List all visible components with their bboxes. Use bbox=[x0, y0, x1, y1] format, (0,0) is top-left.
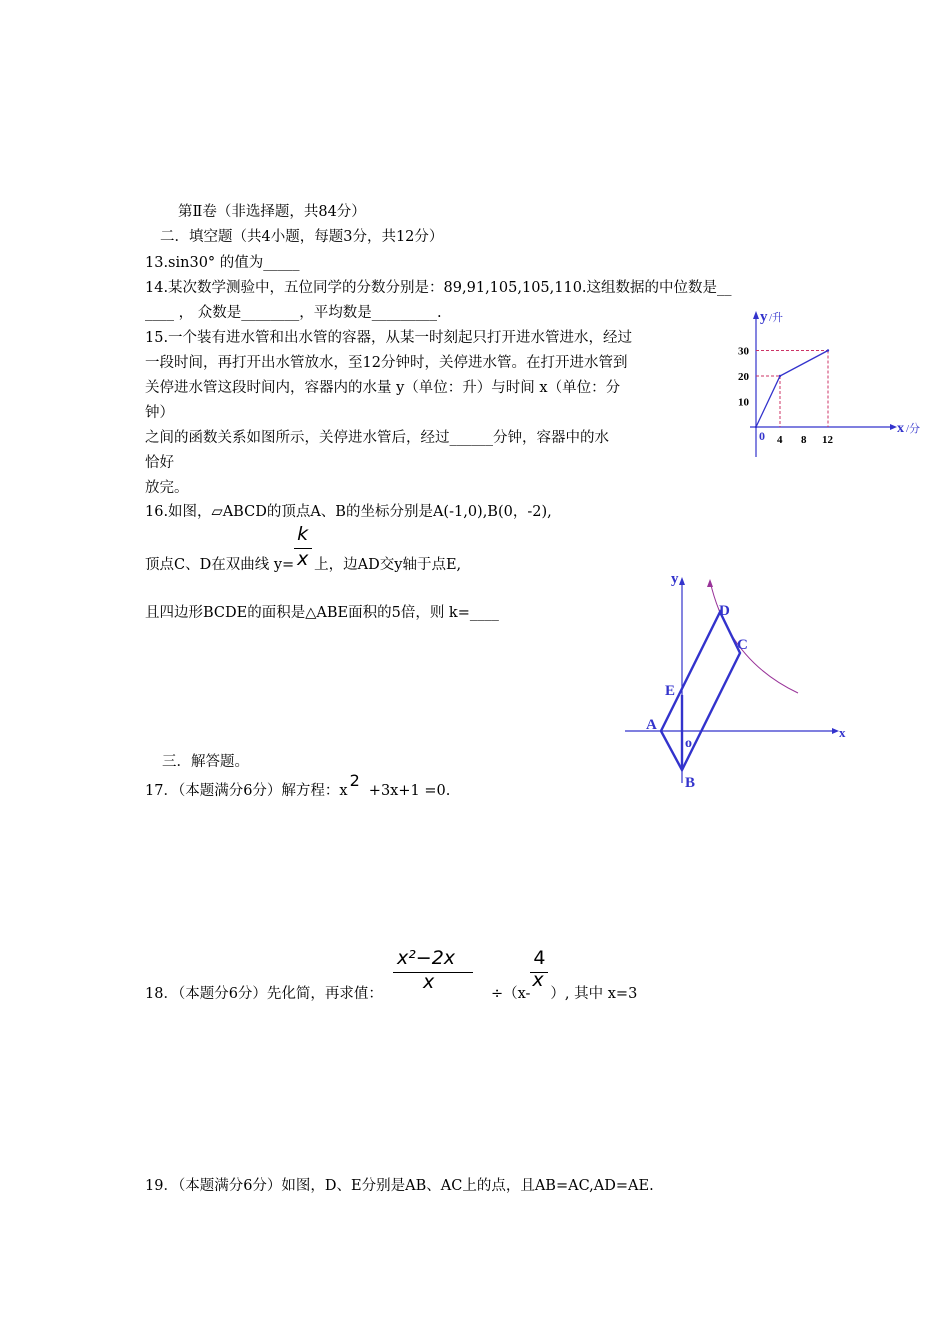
q18-post: ）, 其中 x=3 bbox=[550, 986, 638, 1002]
q18-fraction-2 bbox=[530, 947, 550, 1003]
q16-label-e: E bbox=[665, 683, 676, 699]
question-18 bbox=[145, 947, 638, 1003]
q15-data-point bbox=[779, 375, 781, 377]
q16-frac-denominator: x bbox=[297, 548, 309, 570]
question-17 bbox=[145, 771, 451, 800]
q16-label-b: B bbox=[685, 775, 696, 787]
q16-y-arrow bbox=[679, 577, 685, 585]
q16-label-c: C bbox=[737, 637, 748, 653]
q16-fraction bbox=[294, 523, 314, 574]
q16-label-o: o bbox=[685, 736, 692, 751]
q18-pre: 18．（本题分6分）先化简，再求值： bbox=[145, 986, 383, 1002]
q15-y-axis-label: y bbox=[760, 309, 768, 325]
q16-hyperbola-arrow bbox=[707, 579, 713, 587]
q15-y-tick-label: 20 bbox=[738, 371, 749, 383]
q15-series-line bbox=[756, 351, 828, 428]
question-16-line3: 且四边形BCDE的面积是△ABE面积的5倍，则 k=____ bbox=[145, 605, 499, 621]
question-15-line6: 恰好 bbox=[145, 455, 174, 471]
question-14-line2: ____ ， 众数是________，平均数是_________. bbox=[145, 305, 442, 321]
q15-y-arrow bbox=[753, 311, 759, 319]
question-14-line1: 14.某次数学测验中，五位同学的分数分别是：89,91,105,105,110.这组数据的中位数是__ bbox=[145, 280, 732, 296]
q16-x-arrow bbox=[832, 728, 839, 734]
q15-y-tick-label: 30 bbox=[738, 345, 749, 358]
q15-origin-label: 0 bbox=[759, 429, 765, 443]
q17-post: +3x+1 =0. bbox=[368, 783, 451, 799]
q15-x-unit: /分 bbox=[906, 423, 921, 435]
section3-heading: 三．解答题。 bbox=[162, 754, 249, 770]
q18-frac2-numerator: 4 bbox=[533, 947, 546, 969]
q18-frac1-numerator: x²−2x bbox=[396, 947, 456, 969]
q15-x-arrow bbox=[890, 424, 897, 430]
q16-label-d: D bbox=[719, 603, 730, 619]
question-19: 19．（本题满分6分）如图，D、E分别是AB、AC上的点，且AB=AC,AD=AE. bbox=[145, 1178, 654, 1194]
question-16-line1: 16.如图，▱ABCD的顶点A、B的坐标分别是A(-1,0),B(0，-2), bbox=[145, 504, 552, 520]
q17-sup: 2 bbox=[349, 771, 360, 790]
q16-label-y: y bbox=[671, 571, 679, 587]
q18-fraction-1 bbox=[393, 947, 479, 1003]
question-15-line4: 钟） bbox=[145, 405, 174, 421]
question-15-line5: 之间的函数关系如图所示，关停进水管后，经过______分钟，容器中的水 bbox=[145, 430, 609, 446]
question-15-line7: 放完。 bbox=[145, 480, 189, 496]
q16-hyperbola bbox=[710, 581, 798, 693]
question-16-line2 bbox=[145, 523, 462, 574]
q15-x-tick-label: 8 bbox=[801, 434, 807, 446]
q15-function-graph bbox=[730, 305, 935, 465]
question-15-line2: 一段时间，再打开出水管放水，至12分钟时，关停进水管。在打开进水管到 bbox=[145, 355, 628, 371]
fill-heading: 二．填空题（共4小题，每题3分，共12分） bbox=[160, 229, 444, 245]
section2-title: 第Ⅱ卷（非选择题，共84分） bbox=[178, 204, 366, 220]
q16-label-a: A bbox=[646, 717, 657, 733]
q15-x-tick-label: 4 bbox=[777, 434, 783, 446]
question-15-line1: 15.一个装有进水管和出水管的容器，从某一时刻起只打开进水管进水，经过 bbox=[145, 330, 633, 346]
q16-line2-pre: 顶点C、D在双曲线 y= bbox=[145, 557, 295, 573]
q15-x-tick-label: 12 bbox=[822, 434, 833, 446]
q15-data-point bbox=[755, 426, 757, 428]
q16-parallelogram-figure bbox=[620, 565, 850, 787]
q15-data-point bbox=[827, 349, 829, 351]
question-13: 13.sin30° 的值为_____ bbox=[145, 255, 300, 271]
q16-line2-post: 上，边AD交y轴于点E, bbox=[314, 557, 462, 573]
q17-pre: 17．（本题满分6分）解方程：x bbox=[145, 783, 348, 799]
q15-x-axis-label: x bbox=[897, 421, 904, 436]
q15-y-unit: /升 bbox=[769, 312, 784, 324]
q16-frac-numerator: k bbox=[297, 523, 309, 545]
q18-frac1-denominator: x bbox=[422, 971, 435, 993]
q16-label-x: x bbox=[839, 725, 846, 740]
q15-y-tick-label: 10 bbox=[738, 396, 749, 409]
question-15-line3: 关停进水管这段时间内，容器内的水量 y（单位：升）与时间 x（单位：分 bbox=[145, 380, 621, 396]
q18-frac2-denominator: x bbox=[532, 969, 544, 991]
q18-mid: ÷（x- bbox=[490, 986, 531, 1002]
